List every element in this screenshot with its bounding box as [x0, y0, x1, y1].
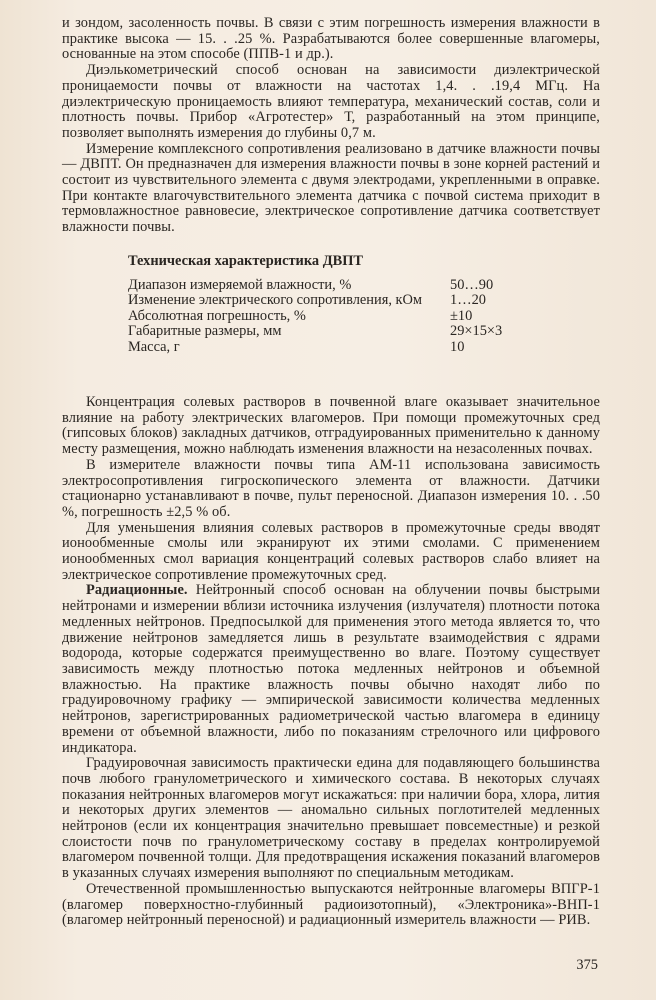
page-number: 375 [576, 957, 598, 973]
paragraph-calibration: Градуировочная зависимость практически едина для подавляющего большинства почв любого гранулометрического и химического состава. В некоторых случаях показания нейтронных влагомеров могут искажаться: при наличии бора, хлора, лития и некоторых других элементов — аномально сильных поглотителей медленных нейтронов (если их концентрация значительно превышает повсеместные) и резкой слоистости почв по гранулометрическому составу в пределах контролируемой влагомером почвенной толщи. Для предотвращения искажения показаний влагомеров в указанных случаях измерения выполняют по специальным методикам. [62, 755, 600, 882]
paragraph-dielcometric: Диэлькометрический способ основан на зависимости диэлектрической проницаемости почвы от влажности на частотах 1,4. . .19,4 МГц. На диэлектрическую проницаемость влияют температура, механический состав, соли и плотность почвы. Прибор «Агротестер» Т, разработанный на этом принципе, позволяет выполнять измерения до глубины 0,7 м. [62, 62, 600, 141]
spec-label: Масса, г [128, 338, 180, 355]
spec-row [128, 324, 600, 340]
spec-value: 1…20 [450, 292, 486, 309]
spec-label: Изменение электрического сопротивления, кОм [128, 292, 423, 309]
section-lead-radiation: Радиационные. [86, 582, 188, 599]
paragraph-radiation-text: Нейтронный способ основан на облучении почвы быстрыми нейтронами и измерении вблизи источника излучения (излучателя) плотности потока медленных нейтронов. Предпосылкой для применения этого метода является то, что движение нейтронов замедляется лишь в результате взаимодействия с ядрами водорода, которые содержатся преимущественно во влаге. Поэтому существует зависимость между плотностью потока медленных нейтронов и объемной влажностью. На практике влажность почвы обычно находят либо по градуировочному графику — эмпирической зависимости количества медленных нейтронов, зарегистрированных радиометрической частью влагомера в единицу времени от объемной влажности, либо по показаниям стрелочного или цифрового индикатора. [62, 582, 600, 756]
paragraph-salt-concentration: Концентрация солевых растворов в почвенной влаге оказывает значительное влияние на работу электрических влагомеров. При помощи промежуточных сред (гипсовых блоков) закладных датчиков, отградуированных применительно к данному месту размещения, можно наблюдать изменения влажности на незасоленных почвах. [62, 394, 600, 458]
paragraph-complex-resistance: Измерение комплексного сопротивления реализовано в датчике влажности почвы — ДВПТ. Он предназначен для измерения влажности почвы в зоне корней растений и состоит из чувствительного элемента с двумя электродами, укрепленными в оправке. При контакте влагочувствительного элемента датчика с почвой система приходит в термовлажностное равновесие, электрическое сопротивление датчика соответствует влажности почвы. [62, 140, 600, 236]
paragraph-radiation [62, 583, 600, 756]
paragraph-1-continuation: и зондом, засоленность почвы. В связи с этим погрешность измерения влажности в практике высока — 15. . .25 %. Разрабатываются более совершенные влагомеры, основанные на этом способе (ППВ-1 и др.). [62, 15, 600, 63]
spec-row [128, 293, 600, 309]
spec-label: Габаритные размеры, мм [128, 323, 282, 340]
spec-value: 10 [450, 338, 465, 355]
paragraph-ion-exchange: Для уменьшения влияния солевых растворов в промежуточные среды вводят ионообменные смолы или экранируют их этими смолами. С применением ионообменных смол вариация концентраций солевых растворов слабо влияет на электрическое сопротивление промежуточных сред. [62, 519, 600, 583]
spec-row [128, 309, 600, 325]
spec-value: ±10 [450, 307, 473, 324]
spec-row [128, 278, 600, 294]
spec-table [68, 254, 600, 355]
spec-value: 29×15×3 [450, 323, 503, 340]
paragraph-am11: В измерителе влажности почвы типа АМ-11 использована зависимость электросопротивления гигроскопического элемента от влажности. Датчики стационарно устанавливают в почве, пульт переносной. Диапазон измерения 10. . .50 %, погрешность ±2,5 % об. [62, 456, 600, 520]
spec-label: Абсолютная погрешность, % [128, 307, 306, 324]
spec-row [128, 340, 600, 356]
spec-label: Диапазон измеряемой влажности, % [128, 276, 352, 293]
spec-table-title: Техническая характеристика ДВПТ [128, 252, 363, 269]
spec-value: 50…90 [450, 276, 494, 293]
paragraph-domestic-industry: Отечественной промышленностью выпускаются нейтронные влагомеры ВПГР-1 (влагомер поверхностно-глубинный радиоизотопный), «Электроника»-ВНП-1 (влагомер нейтронный переносной) и радиационный измеритель влажности — РИВ. [62, 880, 600, 929]
